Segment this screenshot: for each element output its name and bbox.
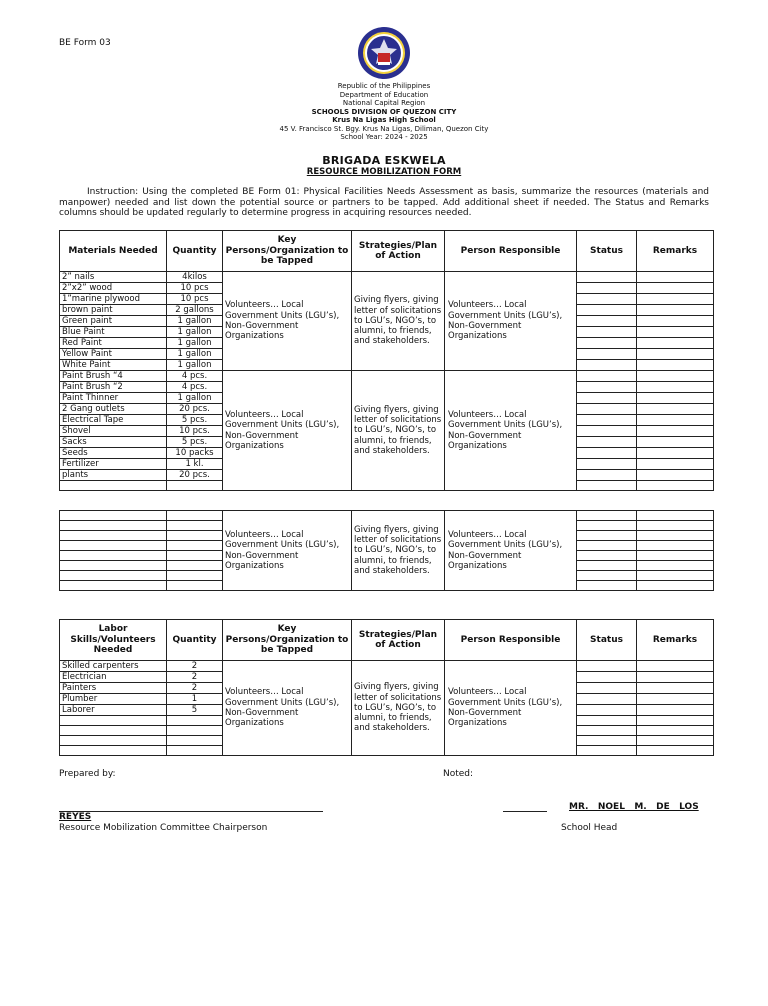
status-cell: [577, 382, 637, 393]
remarks-cell: [637, 481, 714, 491]
col-header-quantity: Quantity: [167, 620, 223, 661]
col-header-responsible: Person Responsible: [445, 620, 577, 661]
header-line: National Capital Region: [342, 99, 426, 107]
partners-cell: Volunteers… Local Government Units (LGU’s), Non-Government Organizations: [223, 272, 352, 371]
remarks-cell: [637, 726, 714, 736]
material-quantity: 10 pcs.: [167, 426, 223, 437]
remarks-cell: [637, 305, 714, 316]
remarks-cell: [637, 404, 714, 415]
remarks-cell: [637, 746, 714, 756]
material-quantity: [167, 531, 223, 541]
labor-table: [59, 619, 714, 756]
status-cell: [577, 360, 637, 371]
remarks-cell: [637, 415, 714, 426]
remarks-cell: [637, 393, 714, 404]
status-cell: [577, 437, 637, 448]
remarks-cell: [637, 316, 714, 327]
status-cell: [577, 531, 637, 541]
status-cell: [577, 705, 637, 716]
table-row: [60, 371, 714, 382]
material-quantity: [167, 561, 223, 571]
status-cell: [577, 415, 637, 426]
labor-quantity: [167, 726, 223, 736]
material-item: Paint Brush “4: [60, 371, 167, 382]
table-row: [60, 272, 714, 283]
form-title: BRIGADA ESKWELA: [322, 154, 446, 167]
col-header-materials: Materials Needed: [60, 231, 167, 272]
remarks-cell: [637, 426, 714, 437]
material-quantity: 1 gallon: [167, 360, 223, 371]
remarks-cell: [637, 448, 714, 459]
material-item: Green paint: [60, 316, 167, 327]
table-row: [60, 511, 714, 521]
school-head-role: School Head: [561, 823, 618, 833]
labor-item: [60, 716, 167, 726]
labor-quantity: 2: [167, 661, 223, 672]
strategies-cell: Giving flyers, giving letter of solicitations to LGU’s, NGO’s, to alumni, to friends, and stakeholders.: [352, 371, 445, 491]
material-item: Sacks: [60, 437, 167, 448]
status-cell: [577, 448, 637, 459]
remarks-cell: [637, 661, 714, 672]
material-item: Paint Thinner: [60, 393, 167, 404]
remarks-cell: [637, 694, 714, 705]
material-quantity: 5 pcs.: [167, 415, 223, 426]
col-header-labor: Labor Skills/Volunteers Needed: [60, 620, 167, 661]
partners-cell: Volunteers… Local Government Units (LGU’s), Non-Government Organizations: [223, 511, 352, 591]
material-quantity: 4 pcs.: [167, 382, 223, 393]
instruction-text: Instruction: Using the completed BE Form 01: Physical Facilities Needs Assessment as basis, summarize the resources (materials and manpower) needed and list down the potential source or partners to be tapped. Add additional sheet if needed. The Status and Remarks columns should be updated regularly to determine progress in acquiring resources needed.: [59, 187, 709, 218]
status-cell: [577, 581, 637, 591]
remarks-cell: [637, 459, 714, 470]
status-cell: [577, 716, 637, 726]
header-line: Department of Education: [339, 90, 429, 99]
labor-item: [60, 726, 167, 736]
status-cell: [577, 371, 637, 382]
material-quantity: 2 gallons: [167, 305, 223, 316]
col-header-partners: Key Persons/Organization to be Tapped: [223, 231, 352, 272]
col-header-remarks: Remarks: [637, 620, 714, 661]
material-quantity: 1 gallon: [167, 349, 223, 360]
strategies-cell: Giving flyers, giving letter of solicitations to LGU’s, NGO’s, to alumni, to friends, and stakeholders.: [352, 272, 445, 371]
form-subtitle: RESOURCE MOBILIZATION FORM: [306, 167, 462, 177]
header-line: SCHOOLS DIVISION OF QUEZON CITY: [311, 107, 457, 116]
labor-quantity: 1: [167, 694, 223, 705]
status-cell: [577, 683, 637, 694]
status-cell: [577, 283, 637, 294]
material-item: [60, 571, 167, 581]
material-item: 2 Gang outlets: [60, 404, 167, 415]
status-cell: [577, 349, 637, 360]
material-item: 1”marine plywood: [60, 294, 167, 305]
material-quantity: 5 pcs.: [167, 437, 223, 448]
col-header-quantity: Quantity: [167, 231, 223, 272]
status-cell: [577, 294, 637, 305]
head-signature-line: [503, 811, 547, 812]
deped-seal-logo: [357, 26, 411, 80]
col-header-remarks: Remarks: [637, 231, 714, 272]
labor-quantity: 2: [167, 672, 223, 683]
material-item: Shovel: [60, 426, 167, 437]
material-item: Seeds: [60, 448, 167, 459]
status-cell: [577, 694, 637, 705]
col-header-responsible: Person Responsible: [445, 231, 577, 272]
material-quantity: 1 gallon: [167, 316, 223, 327]
material-item: White Paint: [60, 360, 167, 371]
remarks-cell: [637, 551, 714, 561]
labor-item: Plumber: [60, 694, 167, 705]
remarks-cell: [637, 561, 714, 571]
material-item: [60, 531, 167, 541]
status-cell: [577, 521, 637, 531]
material-quantity: 1 gallon: [167, 338, 223, 349]
school-head-name: MR. NOEL M. DE LOS: [569, 802, 699, 812]
preparer-name: REYES: [59, 812, 92, 822]
status-cell: [577, 726, 637, 736]
material-quantity: [167, 521, 223, 531]
materials-table: [59, 230, 714, 491]
status-cell: [577, 459, 637, 470]
preparer-role: Resource Mobilization Committee Chairperson: [59, 823, 268, 833]
material-quantity: 4kilos: [167, 272, 223, 283]
labor-quantity: [167, 716, 223, 726]
remarks-cell: [637, 283, 714, 294]
material-item: Red Paint: [60, 338, 167, 349]
labor-quantity: [167, 736, 223, 746]
status-cell: [577, 272, 637, 283]
additional-materials-table: [59, 510, 714, 591]
material-quantity: 1 gallon: [167, 393, 223, 404]
header-line: Krus Na Ligas High School: [332, 116, 436, 124]
remarks-cell: [637, 272, 714, 283]
remarks-cell: [637, 511, 714, 521]
remarks-cell: [637, 705, 714, 716]
status-cell: [577, 551, 637, 561]
remarks-cell: [637, 571, 714, 581]
responsible-cell: Volunteers… Local Government Units (LGU’s), Non-Government Organizations: [445, 371, 577, 491]
material-item: [60, 521, 167, 531]
labor-item: Painters: [60, 683, 167, 694]
remarks-cell: [637, 531, 714, 541]
material-quantity: 10 pcs: [167, 294, 223, 305]
remarks-cell: [637, 672, 714, 683]
status-cell: [577, 746, 637, 756]
material-item: 2” nails: [60, 272, 167, 283]
material-quantity: 20 pcs.: [167, 470, 223, 481]
material-item: [60, 541, 167, 551]
material-quantity: 1 kl.: [167, 459, 223, 470]
header-line: Republic of the Philippines: [337, 82, 431, 90]
noted-label: Noted:: [443, 769, 474, 779]
material-quantity: [167, 581, 223, 591]
status-cell: [577, 661, 637, 672]
material-item: Fertilizer: [60, 459, 167, 470]
labor-item: Skilled carpenters: [60, 661, 167, 672]
labor-item: [60, 746, 167, 756]
labor-item: Laborer: [60, 705, 167, 716]
labor-quantity: 2: [167, 683, 223, 694]
status-cell: [577, 541, 637, 551]
material-item: plants: [60, 470, 167, 481]
material-item: Electrical Tape: [60, 415, 167, 426]
material-item: Blue Paint: [60, 327, 167, 338]
remarks-cell: [637, 327, 714, 338]
responsible-cell: Volunteers… Local Government Units (LGU’s), Non-Government Organizations: [445, 272, 577, 371]
status-cell: [577, 470, 637, 481]
material-item: 2”x2” wood: [60, 283, 167, 294]
remarks-cell: [637, 716, 714, 726]
status-cell: [577, 511, 637, 521]
remarks-cell: [637, 371, 714, 382]
partners-cell: Volunteers… Local Government Units (LGU’s), Non-Government Organizations: [223, 371, 352, 491]
labor-item: Electrician: [60, 672, 167, 683]
material-quantity: [167, 571, 223, 581]
remarks-cell: [637, 338, 714, 349]
status-cell: [577, 305, 637, 316]
col-header-strategies: Strategies/Plan of Action: [352, 231, 445, 272]
prepared-by-label: Prepared by:: [59, 769, 116, 779]
labor-quantity: 5: [167, 705, 223, 716]
header-line: 45 V. Francisco St. Bgy. Krus Na Ligas, Diliman, Quezon City: [279, 124, 489, 133]
remarks-cell: [637, 683, 714, 694]
remarks-cell: [637, 581, 714, 591]
remarks-cell: [637, 360, 714, 371]
status-cell: [577, 316, 637, 327]
material-item: [60, 561, 167, 571]
material-item: [60, 551, 167, 561]
material-quantity: [167, 551, 223, 561]
material-quantity: 10 packs: [167, 448, 223, 459]
material-quantity: [167, 541, 223, 551]
table-row: [60, 661, 714, 672]
status-cell: [577, 736, 637, 746]
material-quantity: [167, 511, 223, 521]
material-quantity: 4 pcs.: [167, 371, 223, 382]
status-cell: [577, 571, 637, 581]
responsible-cell: Volunteers… Local Government Units (LGU’s), Non-Government Organizations: [445, 661, 577, 756]
material-item: [60, 511, 167, 521]
status-cell: [577, 393, 637, 404]
remarks-cell: [637, 541, 714, 551]
status-cell: [577, 338, 637, 349]
status-cell: [577, 404, 637, 415]
col-header-partners: Key Persons/Organization to be Tapped: [223, 620, 352, 661]
labor-quantity: [167, 746, 223, 756]
material-quantity: 10 pcs: [167, 283, 223, 294]
material-quantity: 20 pcs.: [167, 404, 223, 415]
remarks-cell: [637, 470, 714, 481]
remarks-cell: [637, 294, 714, 305]
status-cell: [577, 327, 637, 338]
partners-cell: Volunteers… Local Government Units (LGU’s), Non-Government Organizations: [223, 661, 352, 756]
remarks-cell: [637, 349, 714, 360]
remarks-cell: [637, 736, 714, 746]
status-cell: [577, 481, 637, 491]
labor-item: [60, 736, 167, 746]
material-quantity: [167, 481, 223, 491]
responsible-cell: Volunteers… Local Government Units (LGU’s), Non-Government Organizations: [445, 511, 577, 591]
strategies-cell: Giving flyers, giving letter of solicitations to LGU’s, NGO’s, to alumni, to friends, and stakeholders.: [352, 511, 445, 591]
status-cell: [577, 672, 637, 683]
status-cell: [577, 561, 637, 571]
material-item: [60, 481, 167, 491]
material-item: brown paint: [60, 305, 167, 316]
form-code: BE Form 03: [59, 38, 111, 48]
header-line: School Year: 2024 - 2025: [340, 133, 428, 141]
material-quantity: 1 gallon: [167, 327, 223, 338]
remarks-cell: [637, 437, 714, 448]
remarks-cell: [637, 382, 714, 393]
strategies-cell: Giving flyers, giving letter of solicitations to LGU’s, NGO’s, to alumni, to friends, and stakeholders.: [352, 661, 445, 756]
material-item: Paint Brush “2: [60, 382, 167, 393]
material-item: [60, 581, 167, 591]
col-header-status: Status: [577, 231, 637, 272]
status-cell: [577, 426, 637, 437]
material-item: Yellow Paint: [60, 349, 167, 360]
remarks-cell: [637, 521, 714, 531]
col-header-strategies: Strategies/Plan of Action: [352, 620, 445, 661]
col-header-status: Status: [577, 620, 637, 661]
